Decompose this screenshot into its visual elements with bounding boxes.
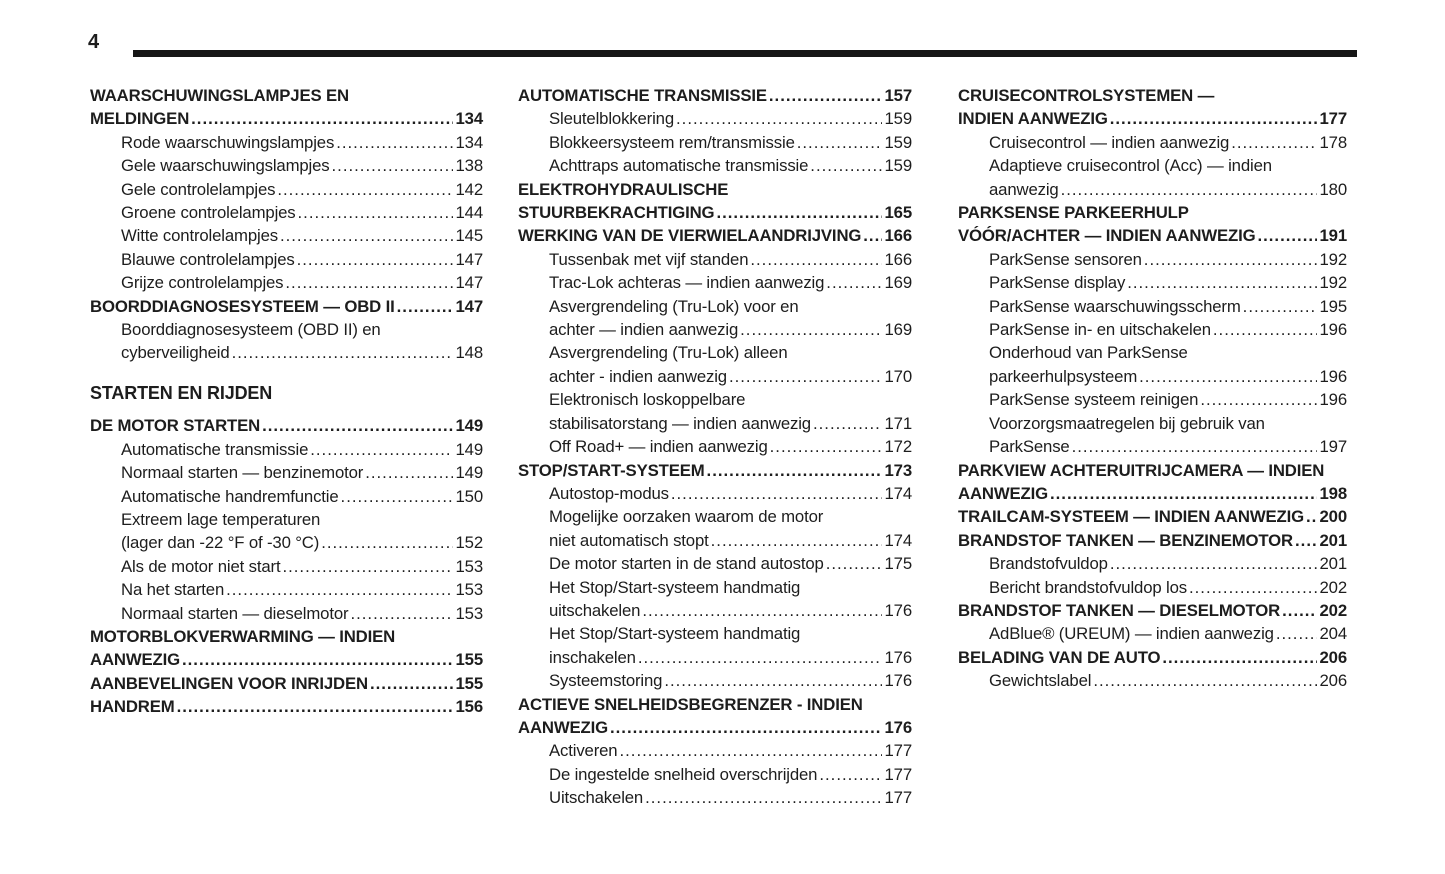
toc-page-number: 206 [1319, 671, 1347, 691]
dot-leader [321, 531, 452, 554]
toc-entry-text: ParkSense sensoren [989, 249, 1142, 269]
dot-leader [341, 485, 453, 508]
toc-page-number: 149 [455, 463, 483, 483]
toc-entry-text: HANDREM [90, 697, 175, 717]
toc-entry-text: Sleutelblokkering [549, 109, 675, 129]
toc-page-number: 153 [455, 556, 483, 576]
dot-leader [310, 438, 452, 461]
toc-page-number: 159 [884, 156, 912, 176]
dot-leader [863, 224, 881, 247]
toc-entry-line [958, 505, 1347, 528]
toc-entry-text: BOORDDIAGNOSESYSTEEM — OBD II [90, 296, 395, 316]
toc-page-number: 155 [455, 650, 483, 670]
toc-page-number: 153 [455, 603, 483, 623]
toc-entry-line [90, 84, 483, 107]
toc-entry-text: Systeemstoring [549, 671, 663, 691]
dot-leader [285, 271, 452, 294]
dot-leader [1061, 178, 1317, 201]
toc-entry-line [958, 224, 1347, 247]
dot-leader [177, 695, 453, 718]
dot-leader [1213, 318, 1317, 341]
section-heading: STARTEN EN RIJDEN [90, 382, 273, 403]
toc-entry-text: Mogelijke oorzaken waarom de motor [549, 507, 824, 527]
dot-leader [707, 459, 882, 482]
toc-entry-line [958, 271, 1347, 294]
dot-leader [642, 599, 881, 622]
toc-page-number: 170 [884, 366, 912, 386]
dot-leader [1139, 365, 1316, 388]
toc-entry-line [90, 672, 483, 695]
toc-entry-line [518, 84, 912, 107]
toc-entry-text: De ingestelde snelheid overschrijden [549, 764, 818, 784]
dot-leader [638, 646, 882, 669]
toc-entry-line [518, 435, 912, 458]
dot-leader [336, 131, 452, 154]
toc-entry-text: Off Road+ — indien aanwezig [549, 437, 768, 457]
toc-entry-text: AdBlue® (UREUM) — indien aanwezig [989, 624, 1274, 644]
toc-entry-text: CRUISECONTROLSYSTEMEN — [958, 86, 1215, 105]
toc-entry-line [518, 552, 912, 575]
toc-page-number: 153 [455, 580, 483, 600]
toc-entry-line [90, 625, 483, 648]
toc-entry-text: PARKSENSE PARKEERHULP [958, 203, 1189, 223]
dot-leader [1072, 435, 1317, 458]
toc-entry-text: MELDINGEN [90, 109, 190, 129]
toc-page-number: 195 [1319, 296, 1347, 316]
dot-leader [1189, 576, 1317, 599]
toc-entry-text: Het Stop/Start-systeem handmatig [549, 577, 801, 597]
toc-page-number: 159 [884, 109, 912, 129]
toc-entry-line [958, 435, 1347, 458]
toc-page-number: 147 [455, 296, 483, 316]
dot-leader [826, 271, 881, 294]
dot-leader [226, 578, 452, 601]
toc-entry-text: BRANDSTOF TANKEN — BENZINEMOTOR [958, 530, 1294, 550]
toc-entry-line [958, 529, 1347, 552]
toc-entry-line [90, 224, 483, 247]
toc-entry-text: Extreem lage temperaturen [121, 509, 321, 529]
toc-columns [90, 84, 1347, 810]
dot-leader [332, 154, 453, 177]
toc-page-number: 202 [1319, 577, 1347, 597]
toc-entry-line [90, 555, 483, 578]
dot-leader [1257, 224, 1316, 247]
toc-page-number: 178 [1319, 132, 1347, 152]
toc-entry-line [518, 459, 912, 482]
toc-entry-text: ParkSense display [989, 273, 1126, 293]
dot-leader [1306, 505, 1316, 528]
toc-entry-line [518, 529, 912, 552]
toc-entry-text: aanwezig [989, 179, 1059, 199]
dot-leader [664, 669, 881, 692]
toc-entry-text: Voorzorgsmaatregelen bij gebruik van [989, 413, 1265, 433]
toc-entry-text: Het Stop/Start-systeem handmatig [549, 624, 801, 644]
dot-leader [797, 131, 882, 154]
toc-entry-text: inschakelen [549, 647, 636, 667]
toc-page-number: 134 [455, 109, 483, 129]
toc-entry-text: Gewichtslabel [989, 671, 1092, 691]
toc-entry-line [958, 412, 1347, 435]
toc-column [518, 84, 912, 810]
toc-entry-line [518, 271, 912, 294]
toc-page-number: 138 [455, 156, 483, 176]
toc-page-number: 177 [884, 741, 912, 761]
toc-entry-text: ParkSense waarschuwingsscherm [989, 296, 1241, 316]
toc-entry-line [90, 248, 483, 271]
toc-page-number: 155 [455, 673, 483, 693]
toc-entry-line [90, 131, 483, 154]
dot-leader [280, 224, 453, 247]
toc-page-number: 147 [455, 273, 483, 293]
toc-entry-text: Tussenbak met vijf standen [549, 249, 749, 269]
toc-entry-line [518, 576, 912, 599]
toc-page-number: 174 [884, 530, 912, 550]
toc-entry-line [90, 271, 483, 294]
toc-page-number: 201 [1319, 554, 1347, 574]
toc-entry-line [90, 508, 483, 531]
toc-entry-text: achter — indien aanwezig [549, 320, 739, 340]
toc-page-number: 149 [455, 439, 483, 459]
toc-entry-text: BRANDSTOF TANKEN — DIESELMOTOR [958, 600, 1281, 620]
dot-leader [770, 435, 882, 458]
toc-page-number: 173 [884, 460, 912, 480]
toc-page-number: 196 [1319, 390, 1347, 410]
toc-entry-line [90, 295, 483, 318]
toc-entry-line [518, 295, 912, 318]
dot-leader [813, 412, 882, 435]
toc-entry-text: Trac-Lok achteras — indien aanwezig [549, 273, 825, 293]
toc-entry-text: STOP/START-SYSTEEM [518, 460, 705, 480]
toc-page-number: 150 [455, 486, 483, 506]
toc-page-number: 169 [884, 273, 912, 293]
toc-entry-line [518, 763, 912, 786]
toc-page-number: 174 [884, 483, 912, 503]
toc-page-number: 176 [884, 671, 912, 691]
dot-leader [1295, 529, 1316, 552]
toc-column [90, 84, 483, 719]
dot-leader [729, 365, 882, 388]
toc-entry-text: Blauwe controlelampjes [121, 249, 295, 269]
dot-leader [1282, 599, 1316, 622]
toc-page-number: 202 [1319, 600, 1347, 620]
toc-page-number: 176 [884, 600, 912, 620]
dot-leader [750, 248, 881, 271]
toc-entry-line [958, 552, 1347, 575]
toc-entry-line [90, 341, 483, 364]
toc-entry-line [518, 646, 912, 669]
toc-entry-text: niet automatisch stopt [549, 530, 709, 550]
toc-entry-text: parkeerhulpsysteem [989, 366, 1138, 386]
toc-page-number: 149 [455, 416, 483, 436]
toc-entry-text: Activeren [549, 741, 618, 761]
toc-entry-line [90, 178, 483, 201]
toc-entry-line [90, 461, 483, 484]
dot-leader [671, 482, 882, 505]
toc-entry-text: Als de motor niet start [121, 556, 281, 576]
dot-leader [826, 552, 882, 575]
toc-page-number: 172 [884, 437, 912, 457]
toc-entry-line [90, 531, 483, 554]
toc-entry-text: PARKVIEW ACHTERUITRIJCAMERA — INDIEN [958, 460, 1325, 480]
toc-entry-line [518, 365, 912, 388]
toc-entry-text: stabilisatorstang — indien aanwezig [549, 413, 811, 433]
toc-entry-text: ELEKTROHYDRAULISCHE [518, 179, 729, 199]
toc-page-number: 177 [884, 764, 912, 784]
toc-entry-text: AANWEZIG [518, 717, 608, 737]
toc-entry-line [90, 107, 483, 130]
toc-entry-line [958, 482, 1347, 505]
dot-leader [819, 763, 881, 786]
toc-entry-line [518, 131, 912, 154]
toc-page-number: 177 [884, 788, 912, 808]
toc-page-number: 144 [455, 203, 483, 223]
toc-entry-line [90, 485, 483, 508]
toc-entry-text: Rode waarschuwingslampjes [121, 132, 335, 152]
toc-entry-text: TRAILCAM-SYSTEEM — INDIEN AANWEZIG [958, 507, 1305, 527]
dot-leader [262, 414, 452, 437]
toc-entry-text: WERKING VAN DE VIERWIELAANDRIJVING [518, 226, 862, 246]
toc-entry-text: De motor starten in de stand autostop [549, 554, 824, 574]
dot-leader [645, 786, 881, 809]
toc-entry-line [518, 739, 912, 762]
toc-entry-text: Uitschakelen [549, 788, 644, 808]
toc-entry-line [518, 248, 912, 271]
dot-leader [769, 84, 882, 107]
toc-page-number: 176 [884, 647, 912, 667]
dot-leader [716, 201, 881, 224]
toc-page-number: 148 [455, 343, 483, 363]
toc-entry-text: Onderhoud van ParkSense [989, 343, 1188, 363]
toc-column [958, 84, 1347, 693]
toc-page-number: 145 [455, 226, 483, 246]
toc-entry-line [518, 224, 912, 247]
toc-entry-text: Witte controlelampjes [121, 226, 278, 246]
toc-entry-text: DE MOTOR STARTEN [90, 416, 261, 436]
toc-entry-line [518, 505, 912, 528]
toc-page-number: 192 [1319, 249, 1347, 269]
toc-entry-line [518, 388, 912, 411]
toc-entry-text: Bericht brandstofvuldop los [989, 577, 1187, 597]
toc-entry-line [518, 622, 912, 645]
toc-entry-line [518, 341, 912, 364]
dot-leader [182, 648, 453, 671]
toc-entry-line [518, 107, 912, 130]
toc-entry-text: Autostop-modus [549, 483, 669, 503]
toc-entry-text: Normaal starten — benzinemotor [121, 463, 364, 483]
header-rule [133, 50, 1357, 57]
toc-entry-text: INDIEN AANWEZIG [958, 109, 1108, 129]
toc-entry-text: Groene controlelampjes [121, 203, 296, 223]
toc-entry-text: (lager dan -22 °F of -30 °C) [121, 533, 320, 553]
dot-leader [1144, 248, 1317, 271]
toc-page-number: 200 [1319, 507, 1347, 527]
toc-entry-text: VÓÓR/ACHTER — INDIEN AANWEZIG [958, 226, 1256, 246]
toc-entry-line [958, 341, 1347, 364]
toc-entry-line [958, 388, 1347, 411]
dot-leader [1127, 271, 1316, 294]
toc-page-number: 169 [884, 320, 912, 340]
toc-entry-line [958, 107, 1347, 130]
toc-page-number: 165 [884, 203, 912, 223]
toc-entry-line [518, 693, 912, 716]
toc-page-number: 166 [884, 226, 912, 246]
toc-entry-line [518, 786, 912, 809]
dot-leader [298, 201, 453, 224]
toc-entry-text: Cruisecontrol — indien aanwezig [989, 132, 1230, 152]
dot-leader [676, 107, 881, 130]
toc-entry-text: STUURBEKRACHTIGING [518, 203, 715, 223]
toc-entry-line [958, 84, 1347, 107]
toc-page-number: 147 [455, 249, 483, 269]
toc-entry-line [90, 648, 483, 671]
toc-entry-line [958, 459, 1347, 482]
toc-entry-line [518, 178, 912, 201]
dot-leader [350, 602, 452, 625]
toc-page-number: 177 [1319, 109, 1347, 129]
toc-entry-line [90, 695, 483, 718]
toc-entry-line [518, 716, 912, 739]
toc-page-number: 192 [1319, 273, 1347, 293]
toc-entry-line [958, 178, 1347, 201]
toc-page-number: 171 [884, 413, 912, 433]
toc-entry-text: AANWEZIG [958, 483, 1048, 503]
toc-entry-text: Gele waarschuwingslampjes [121, 156, 330, 176]
toc-entry-text: WAARSCHUWINGSLAMPJES EN [90, 86, 349, 105]
toc-entry-text: Boorddiagnosesysteem (OBD II) en [121, 320, 381, 340]
toc-entry-line [958, 295, 1347, 318]
toc-entry-line [958, 576, 1347, 599]
toc-entry-line [90, 154, 483, 177]
toc-page-number: 196 [1319, 320, 1347, 340]
toc-entry-text: AANBEVELINGEN VOOR INRIJDEN [90, 673, 368, 693]
toc-page-number: 175 [884, 554, 912, 574]
toc-entry-text: Na het starten [121, 580, 225, 600]
dot-leader [282, 555, 452, 578]
dot-leader [297, 248, 453, 271]
dot-leader [277, 178, 452, 201]
toc-entry-line [90, 414, 483, 437]
toc-entry-line [518, 482, 912, 505]
toc-page-number: 180 [1319, 179, 1347, 199]
toc-entry-text: cyberveiligheid [121, 343, 230, 363]
toc-entry-line [518, 201, 912, 224]
toc-page-number: 134 [455, 132, 483, 152]
toc-entry-line [958, 318, 1347, 341]
dot-leader [191, 107, 452, 130]
dot-leader [610, 716, 882, 739]
toc-entry-line [958, 365, 1347, 388]
toc-page-number: 201 [1319, 530, 1347, 550]
toc-page-number: 157 [884, 86, 912, 105]
toc-entry-text: Gele controlelampjes [121, 179, 276, 199]
toc-entry-line [518, 599, 912, 622]
toc-entry-text: Automatische handremfunctie [121, 486, 339, 506]
toc-page-number: 204 [1319, 624, 1347, 644]
toc-entry-text: MOTORBLOKVERWARMING — INDIEN [90, 626, 396, 646]
toc-page-number: 176 [884, 717, 912, 737]
toc-entry-text: AUTOMATISCHE TRANSMISSIE [518, 86, 767, 105]
toc-entry-text: Blokkeersysteem rem/transmissie [549, 132, 795, 152]
toc-entry-text: Automatische transmissie [121, 439, 309, 459]
toc-entry-text: ParkSense in- en uitschakelen [989, 320, 1211, 340]
toc-page-number: 159 [884, 132, 912, 152]
page-number: 4 [88, 31, 100, 53]
toc-entry-line [518, 154, 912, 177]
toc-entry-line [90, 438, 483, 461]
toc-entry-line [518, 412, 912, 435]
toc-entry-line [518, 669, 912, 692]
toc-entry-line [958, 248, 1347, 271]
toc-entry-line [958, 646, 1347, 669]
toc-entry-text: achter - indien aanwezig [549, 366, 727, 386]
toc-entry-text: Achttraps automatische transmissie [549, 156, 809, 176]
dot-leader [1231, 131, 1316, 154]
dot-leader [619, 739, 881, 762]
dot-leader [810, 154, 881, 177]
toc-entry-text: Elektronisch loskoppelbare [549, 390, 746, 410]
toc-entry-line [90, 578, 483, 601]
toc-entry-text: uitschakelen [549, 600, 641, 620]
toc-page-number: 197 [1319, 437, 1347, 457]
toc-entry-text: Asvergrendeling (Tru-Lok) alleen [549, 343, 788, 363]
toc-entry-text: Asvergrendeling (Tru-Lok) voor en [549, 296, 799, 316]
toc-entry-text: Adaptieve cruisecontrol (Acc) — indien [989, 156, 1272, 176]
dot-leader [1093, 669, 1316, 692]
toc-entry-text: ParkSense [989, 437, 1070, 457]
toc-entry-line [958, 154, 1347, 177]
dot-leader [740, 318, 881, 341]
toc-entry-text: Grijze controlelampjes [121, 273, 284, 293]
dot-leader [1243, 295, 1317, 318]
toc-entry-line [958, 131, 1347, 154]
toc-entry-line [958, 201, 1347, 224]
dot-leader [1162, 646, 1316, 669]
dot-leader [397, 295, 453, 318]
dot-leader [1200, 388, 1316, 411]
toc-page-number: 191 [1319, 226, 1347, 246]
dot-leader [711, 529, 882, 552]
toc-entry-line [958, 599, 1347, 622]
toc-entry-line [958, 622, 1347, 645]
dot-leader [1050, 482, 1317, 505]
toc-entry-text: Normaal starten — dieselmotor [121, 603, 349, 623]
toc-page-number: 142 [455, 179, 483, 199]
dot-leader [365, 461, 452, 484]
dot-leader [1110, 107, 1317, 130]
toc-page-number: 152 [455, 533, 483, 553]
toc-entry-text: ACTIEVE SNELHEIDSBEGRENZER - INDIEN [518, 694, 863, 714]
dot-leader [232, 341, 453, 364]
toc-entry-line [518, 318, 912, 341]
toc-entry-text: BELADING VAN DE AUTO [958, 647, 1161, 667]
toc-entry-line [90, 201, 483, 224]
toc-entry-line [90, 318, 483, 341]
toc-page-number: 156 [455, 697, 483, 717]
toc-page-number: 196 [1319, 366, 1347, 386]
dot-leader [1110, 552, 1317, 575]
dot-leader [1276, 622, 1317, 645]
toc-page-number: 166 [884, 249, 912, 269]
toc-page-number: 206 [1319, 647, 1347, 667]
toc-entry-text: Brandstofvuldop [989, 554, 1108, 574]
dot-leader [370, 672, 453, 695]
toc-entry-line [90, 602, 483, 625]
toc-entry-text: AANWEZIG [90, 650, 180, 670]
toc-entry-text: ParkSense systeem reinigen [989, 390, 1199, 410]
toc-page-number: 198 [1319, 483, 1347, 503]
toc-entry-line [958, 669, 1347, 692]
